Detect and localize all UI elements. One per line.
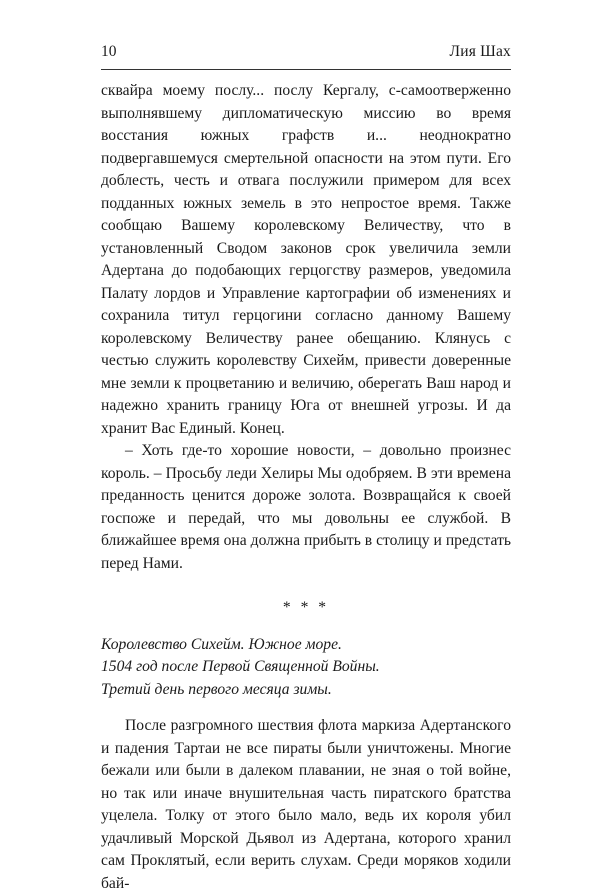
page-number: 10 (101, 43, 117, 60)
epigraph-line: Третий день первого месяца зимы. (101, 680, 332, 698)
epigraph (101, 634, 511, 702)
section-break-asterism: * * * (282, 599, 330, 616)
header-rule (101, 69, 511, 70)
page-body (101, 80, 511, 895)
page-header (101, 40, 511, 64)
epigraph-line: Королевство Сихейм. Южное море. (101, 635, 342, 653)
epigraph-line: 1504 год после Первой Священной Войны. (101, 658, 380, 675)
running-title: Лия Шах (449, 43, 511, 60)
body-paragraph: сквайра моему послу... послу Кергалу, с-самоотверженно выполнявшему дипломатическую миссию во время восстания южных графств и... неоднократно подвергавшемуся смертельной опасности на этом пути. Его доблесть, честь и отвага послужили примером для всех подданных южных земель в это непростое время. Также сообщаю Вашему королевскому Величеству, что в установленный Сводом законов срок увеличила земли Адертана до подобающих герцогству размеров, уведомила Палату лордов и Управление картографии об изменениях и сохранила титул герцогини согласно данному Вашему королевскому Величеству ранее обещанию. Клянусь с честью служить королевству Сихейм, привести доверенные мне земли к процветанию и величию, оберегать Ваш народ и надежно хранить границу Юга от внешней угрозы. И да хранит Вас Единый. Конец. (101, 82, 511, 437)
body-paragraph: – Хоть где-то хорошие новости, – довольно произнес король. – Просьбу леди Хелиры Мы одобряем. В эти времена преданность ценится дороже золота. Возвращайся к своей госпоже и передай, что мы довольны ее службой. В ближайшее время она должна прибыть в столицу и предстать перед Нами. (101, 442, 511, 572)
body-paragraph: После разгромного шествия флота маркиза Адертанского и падения Тартаи не все пираты были уничтожены. Многие бежали или были в далеком плавании, не зная о той войне, но так или иначе внушительная часть пиратского братства уцелела. Толку от этого было мало, ведь их короля убил удачливый Морской Дьявол из Адертана, которого хранил сам Проклятый, если верить слухам. Среди моряков ходили бай- (101, 717, 511, 892)
